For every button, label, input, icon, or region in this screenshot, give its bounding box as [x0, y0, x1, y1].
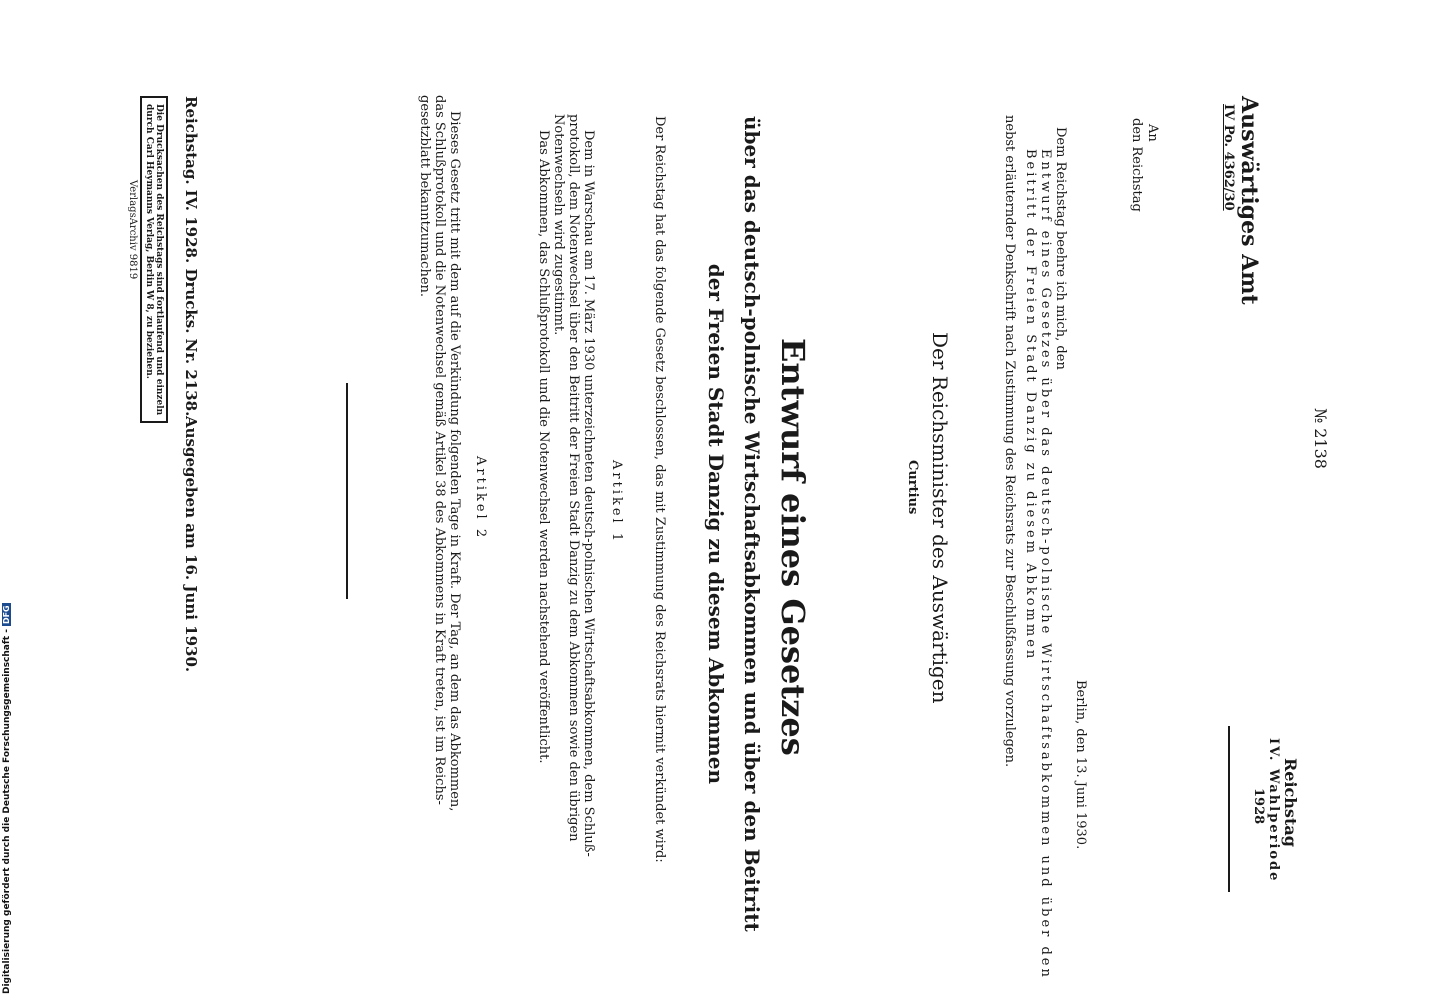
dfg-logo: DFG	[2, 605, 11, 625]
wahlperiode-year: 1928	[1251, 788, 1266, 825]
addressee-line1: An	[1145, 124, 1160, 142]
drucksache-number: № 2138	[1311, 408, 1330, 469]
distribution-notice-line1: Die Drucksachen des Reichstags sind fortlaufend und einzeln	[154, 104, 164, 416]
footer-issued: Ausgegeben am 16. Juni 1930.	[182, 416, 200, 673]
addressee-line2: den Reichstag	[1129, 118, 1144, 212]
dfg-note-text: Digitalisierung gefördert durch die Deutsche Forschungsgemeinschaft -	[2, 629, 12, 994]
distribution-notice-box	[140, 96, 168, 423]
reichstag-rule	[1228, 726, 1230, 892]
article2-line2: das Schlußprotokoll und die Notenwechsel gemäß Artikel 38 des Abkommens in Kraft treten, ist im Reichs-	[432, 95, 447, 805]
article2-heading: Artikel 2	[473, 456, 488, 541]
reichstag-label: Reichstag	[1281, 758, 1300, 847]
article1-body	[536, 114, 596, 857]
letter-body-line2: Entwurf eines Gesetzes über das deutsch-polnische Wirtschaftsabkommen und über den	[1038, 149, 1053, 980]
signature-title: Der Reichsminister des Auswärtigen	[928, 332, 952, 704]
article1-line4: Das Abkommen, das Schlußprotokoll und die Notenwechsel werden nachstehend veröffentlicht.	[536, 130, 551, 764]
dfg-note	[2, 603, 12, 994]
footer-imprint: Reichstag. IV. 1928. Drucks. Nr. 2138.	[182, 96, 200, 417]
reichstag-block	[1251, 738, 1300, 882]
article1-line3: Notenwechseln wird zugestimmt.	[551, 114, 566, 336]
letter-body	[1002, 115, 1068, 980]
law-subtitle-line1: über das deutsch-polnische Wirtschaftsabkommen und über den Beitritt	[740, 116, 764, 932]
letter-date: Berlin, den 13. Juni 1930.	[1073, 680, 1088, 850]
article1-heading: Artikel 1	[609, 460, 624, 545]
article1-line1: Dem in Warschau am 17. März 1930 unterzeichneten deutsch-polnischen Wirtschaftsabkommen, dem Schluß-	[581, 130, 596, 857]
law-preamble: Der Reichstag hat das folgende Gesetz beschlossen, das mit Zustimmung des Reichsrats hiermit verkündet wird:	[652, 116, 667, 863]
issuer-block	[1221, 96, 1262, 305]
closing-rule	[346, 383, 348, 599]
issuer-name: Auswärtiges Amt	[1236, 96, 1262, 305]
law-subtitle	[698, 116, 770, 932]
distribution-notice-line2: durch Carl Heymanns Verlag, Berlin W 8, zu beziehen.	[144, 104, 154, 379]
addressee	[1128, 118, 1160, 212]
article2-line3: gesetzblatt bekanntzumachen.	[417, 95, 432, 298]
letter-body-line3: Beitritt der Freien Stadt Danzig zu diesem Abkommen	[1023, 149, 1038, 662]
wahlperiode-label: IV. Wahlperiode	[1266, 738, 1281, 883]
article2-line1: Dieses Gesetz tritt mit dem auf die Verkündung folgenden Tage in Kraft. Der Tag, an dem das Abkommen,	[447, 111, 462, 812]
law-title: Entwurf eines Gesetzes	[774, 338, 812, 756]
article2-body	[417, 95, 462, 811]
issuer-reference: IV Po. 4362/30	[1221, 104, 1236, 211]
archive-number: VerlagsArchiv 9819	[127, 180, 138, 280]
letter-body-line4: nebst erläuternder Denkschrift nach Zustimmung des Reichsrats zur Beschlußfassung vorzulegen.	[1002, 115, 1017, 768]
article1-line2: protokoll, dem Notenwechsel über den Beitritt der Freien Stadt Danzig zu dem Abkommen sowie den übrigen	[566, 114, 581, 842]
signature-name: Curtius	[905, 460, 920, 515]
letter-body-line1: Dem Reichstag beehre ich mich, den	[1053, 127, 1068, 370]
law-subtitle-line2: der Freien Stadt Danzig zu diesem Abkommen	[704, 263, 728, 784]
